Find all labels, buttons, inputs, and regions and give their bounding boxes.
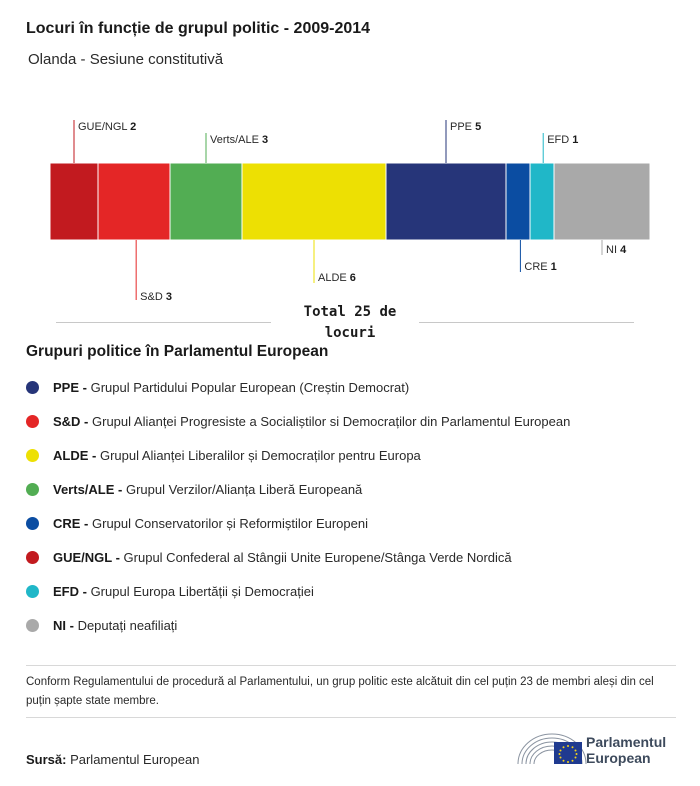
- legend-swatch: [26, 483, 39, 496]
- bar-segment: [554, 163, 650, 240]
- divider: [26, 717, 676, 718]
- bar-segment: [98, 163, 170, 240]
- legend-item: [26, 404, 570, 438]
- segment-label: PPE 5: [450, 121, 482, 133]
- legend-item: [26, 472, 570, 506]
- logo-line-2: European: [586, 750, 651, 766]
- legend-abbr: Verts/ALE -: [53, 481, 123, 497]
- bar-segment: [170, 163, 242, 240]
- legend-swatch: [26, 415, 39, 428]
- legend-abbr: CRE -: [53, 515, 89, 531]
- legend-title: Grupuri politice în Parlamentul European: [26, 343, 329, 360]
- legend-description: Grupul Verzilor/Alianța Liberă Europeană: [122, 481, 363, 497]
- legend: [26, 370, 570, 642]
- bar-segment: [50, 163, 98, 240]
- legend-description: Grupul Alianței Liberalilor și Democraților pentru Europa: [96, 447, 421, 463]
- segment-label: NI 4: [606, 244, 627, 256]
- segment-label: ALDE 6: [318, 272, 356, 284]
- legend-item: [26, 574, 570, 608]
- legend-description: Grupul Confederal al Stângii Unite Europene/Stânga Verde Nordică: [119, 549, 512, 565]
- source-label: Sursă:: [26, 752, 67, 767]
- legend-abbr: EFD -: [53, 583, 87, 599]
- source-value: Parlamentul European: [66, 752, 200, 767]
- bar-segment: [386, 163, 506, 240]
- chart-title: Locuri în funcție de grupul politic - 2009-2014: [26, 20, 371, 37]
- legend-item: [26, 438, 570, 472]
- legend-description: Grupul Alianței Progresiste a Socialiștilor si Democraților din Parlamentul European: [88, 413, 571, 429]
- seat-bar-chart: [0, 100, 700, 300]
- legend-abbr: ALDE -: [53, 447, 97, 463]
- segment-label: Verts/ALE 3: [210, 134, 269, 146]
- segment-label: EFD 1: [547, 134, 579, 146]
- legend-description: Deputați neafiliați: [73, 617, 178, 633]
- total-divider-right: [419, 322, 634, 323]
- legend-abbr: NI -: [53, 617, 74, 633]
- legend-item: [26, 608, 570, 642]
- legend-swatch: [26, 585, 39, 598]
- legend-description: Grupul Partidului Popular European (Creștin Democrat): [86, 379, 410, 395]
- legend-description: Grupul Conservatorilor și Reformiștilor Europeni: [88, 515, 368, 531]
- legend-abbr: GUE/NGL -: [53, 549, 120, 565]
- legend-swatch: [26, 381, 39, 394]
- chart-subtitle: Olanda - Sesiune constitutivă: [28, 51, 224, 68]
- footnote: Conform Regulamentului de procedură al Parlamentului, un grup politic este alcătuit din cel puțin 23 de membri aleși din cel puțin șapte state membre.: [26, 676, 654, 707]
- segment-label: GUE/NGL 2: [78, 121, 137, 133]
- source: [26, 752, 199, 767]
- legend-item: [26, 540, 570, 574]
- total-seats-label: Total 25 de locuri: [303, 304, 397, 341]
- divider: [26, 665, 676, 666]
- segment-label: S&D 3: [140, 291, 172, 300]
- legend-item: [26, 506, 570, 540]
- logo-text: [586, 734, 666, 766]
- legend-description: Grupul Europa Libertății și Democrației: [86, 583, 314, 599]
- legend-abbr: PPE -: [53, 379, 87, 395]
- legend-abbr: S&D -: [53, 413, 89, 429]
- bar-segment: [242, 163, 386, 240]
- bar-segment: [530, 163, 554, 240]
- legend-swatch: [26, 449, 39, 462]
- legend-swatch: [26, 517, 39, 530]
- legend-swatch: [26, 551, 39, 564]
- legend-swatch: [26, 619, 39, 632]
- legend-item: [26, 370, 570, 404]
- segment-label: CRE 1: [524, 261, 557, 273]
- total-divider-left: [56, 322, 271, 323]
- logo-line-1: Parlamentul: [586, 734, 667, 750]
- bar-segment: [506, 163, 530, 240]
